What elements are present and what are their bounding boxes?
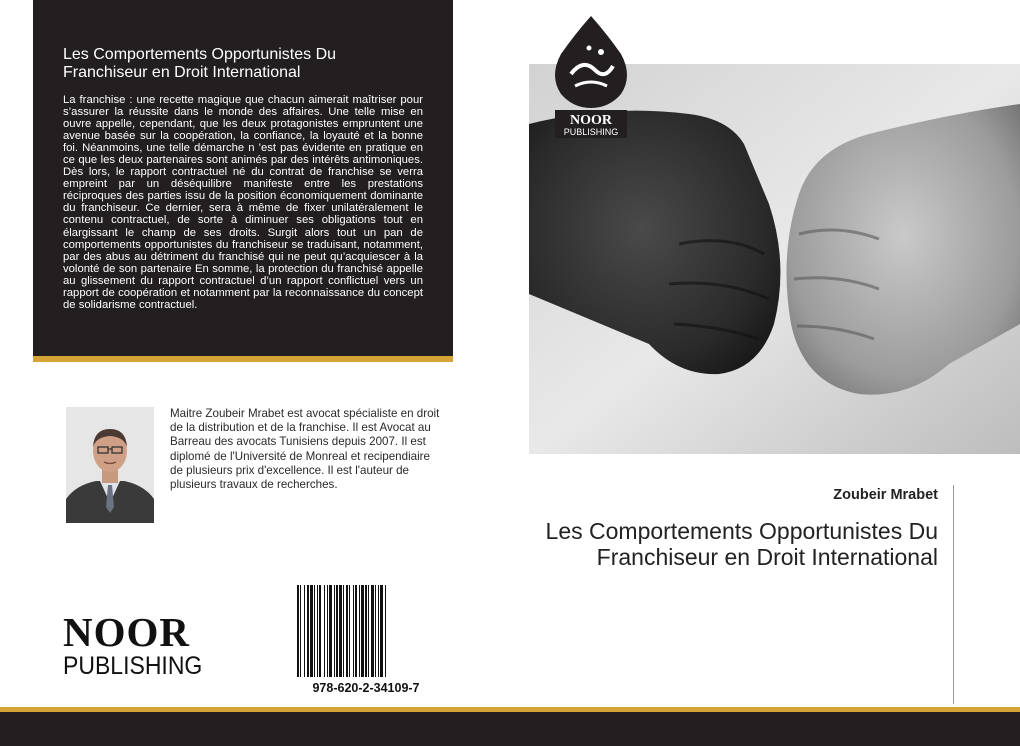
barcode-bar (343, 585, 344, 677)
author-bio: Maitre Zoubeir Mrabet est avocat spécialiste en droit de la distribution et de la franchise. Il est Avocat au Barreau des avocats Tunisiens depuis 2007. Il est diplomé de l'Université de Monreal et recipendiaire de plusieurs prix d'excellence. Il est l'auteur de plusieurs travaux de recherches. (170, 407, 440, 492)
bottom-black-bar (0, 712, 1020, 746)
barcode-bar (324, 585, 325, 677)
barcode-bar (329, 585, 332, 677)
barcode-bar (314, 585, 315, 677)
barcode (295, 585, 437, 677)
front-author-name: Zoubeir Mrabet (833, 487, 938, 503)
front-logo-publishing: PUBLISHING (563, 127, 619, 137)
barcode-bar (368, 585, 369, 677)
barcode-bar (307, 585, 309, 677)
barcode-bar (319, 585, 321, 677)
barcode-bar (304, 585, 305, 677)
barcode-bar (327, 585, 328, 677)
barcode-bar (375, 585, 376, 677)
front-book-title: Les Comportements Opportunistes Du Franchiseur en Droit International (545, 518, 938, 570)
barcode-bar (300, 585, 301, 677)
barcode-bar (339, 585, 342, 677)
barcode-bar (349, 585, 350, 677)
barcode-bar (359, 585, 360, 677)
back-panel-gold-stripe (33, 356, 453, 362)
barcode-bar (336, 585, 338, 677)
noor-calligraphy-logo-icon (549, 14, 633, 138)
barcode-bar (378, 585, 379, 677)
front-logo-noor: NOOR (570, 113, 612, 128)
publisher-logo-noor: NOOR (63, 609, 190, 655)
publisher-logo-back (63, 609, 213, 684)
front-vertical-rule (953, 485, 954, 704)
author-portrait (66, 407, 154, 523)
barcode-bar (334, 585, 335, 677)
barcode-bar (365, 585, 367, 677)
barcode-bar (380, 585, 383, 677)
barcode-bar (361, 585, 364, 677)
back-cover-summary-panel (33, 0, 453, 356)
barcode-bar (297, 585, 299, 677)
publisher-logo-publishing: PUBLISHING (63, 652, 203, 680)
barcode-bar (346, 585, 348, 677)
barcode-bar (353, 585, 354, 677)
barcode-bar (317, 585, 318, 677)
barcode-bar (310, 585, 313, 677)
back-cover-blurb: La franchise : une recette magique que chacun aimerait maîtriser pour s’assurer la réussite dans le monde des affaires. Une telle mise en ouvre appelle, cependant, que les deux protagonistes empruntent une avenue basée sur la coopération, la confiance, la loyauté et la bonne foi. Néanmoins, une telle démarche n ’est pas évidente en pratique en ce que les deux partenaires sont animés par des intérêts antimoniques. Dès lors, le rapport contractuel né du contrat de franchise se verra empreint par un déséquilibre manifeste entre les prestations réciproques des parties issu de la position économiquement dominante du franchiseur. Ce dernier, sera à même de fixer unilatéralement le contenu contractuel, de sorte à diminuer ses obligations tout en élargissant le champ de ses droits. Surgit alors tout un pan de comportements opportunistes du franchiseur se traduisant, notamment, par des abus au détriment du franchisé qui ne peut qu’acquiescer à la volonté de son partenaire En somme, la protection du franchisé appelle au glissement du rapport contractuel d’un rapport conflictuel vers un rapport de coopération et notamment par la reconnaissance du concept de solidarisme contractuel. (63, 94, 423, 311)
isbn-number: 978-620-2-34109-7 (312, 681, 420, 695)
barcode-bar (355, 585, 357, 677)
barcode-bar (371, 585, 374, 677)
back-cover-title: Les Comportements Opportunistes Du Franchiseur en Droit International (63, 46, 337, 81)
barcode-bar (385, 585, 386, 677)
